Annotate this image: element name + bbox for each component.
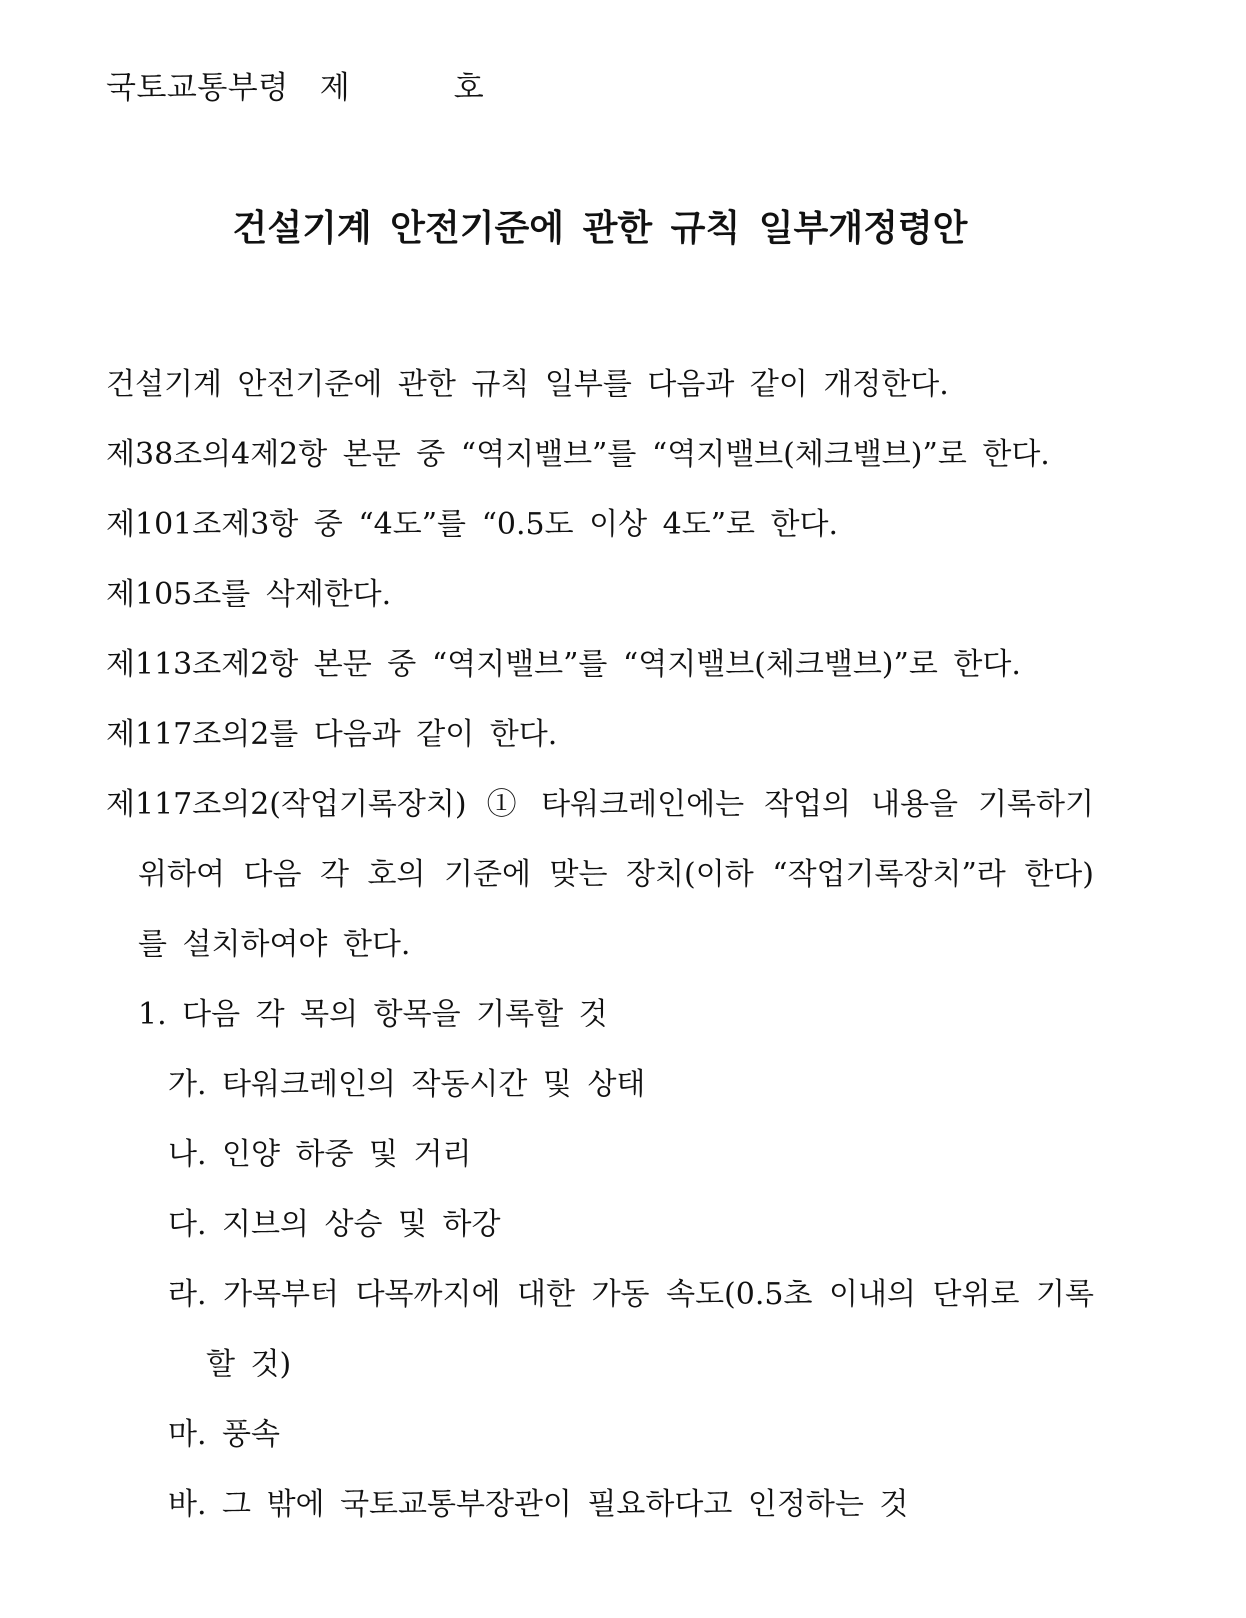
- amendment-line-3: 제105조를 삭제한다.: [106, 577, 392, 612]
- subitem-ra-line-2: 할 것): [206, 1347, 292, 1382]
- amendment-line-2: 제101조제3항 중 “4도”를 “0.5도 이상 4도”로 한다.: [106, 507, 839, 542]
- subitem-ma: 마. 풍속: [168, 1417, 281, 1452]
- article-item-1: 1. 다음 각 목의 항목을 기록할 것: [138, 997, 608, 1032]
- article-line-1: 제117조의2(작업기록장치) ① 타워크레인에는 작업의 내용을 기록하기: [106, 787, 1094, 822]
- subitem-na: 나. 인양 하중 및 거리: [168, 1137, 472, 1172]
- amendment-line-1: 제38조의4제2항 본문 중 “역지밸브”를 “역지밸브(체크밸브)”로 한다.: [106, 437, 1050, 472]
- ordinance-number: 국토교통부령 제 호: [106, 70, 485, 106]
- article-line-2: 위하여 다음 각 호의 기준에 맞는 장치(이하 “작업기록장치”라 한다): [138, 857, 1094, 892]
- article-line-3: 를 설치하여야 한다.: [138, 927, 411, 962]
- document-title: 건설기계 안전기준에 관한 규칙 일부개정령안: [232, 208, 968, 249]
- subitem-ga: 가. 타워크레인의 작동시간 및 상태: [168, 1067, 646, 1102]
- subitem-ba: 바. 그 밖에 국토교통부장관이 필요하다고 인정하는 것: [168, 1487, 909, 1522]
- amendment-line-5: 제117조의2를 다음과 같이 한다.: [106, 717, 558, 752]
- subitem-da: 다. 지브의 상승 및 하강: [168, 1207, 501, 1242]
- subitem-ra-line-1: 라. 가목부터 다목까지에 대한 가동 속도(0.5초 이내의 단위로 기록: [168, 1277, 1094, 1312]
- amendment-line-4: 제113조제2항 본문 중 “역지밸브”를 “역지밸브(체크밸브)”로 한다.: [106, 647, 1021, 682]
- intro-paragraph: 건설기계 안전기준에 관한 규칙 일부를 다음과 같이 개정한다.: [106, 367, 949, 402]
